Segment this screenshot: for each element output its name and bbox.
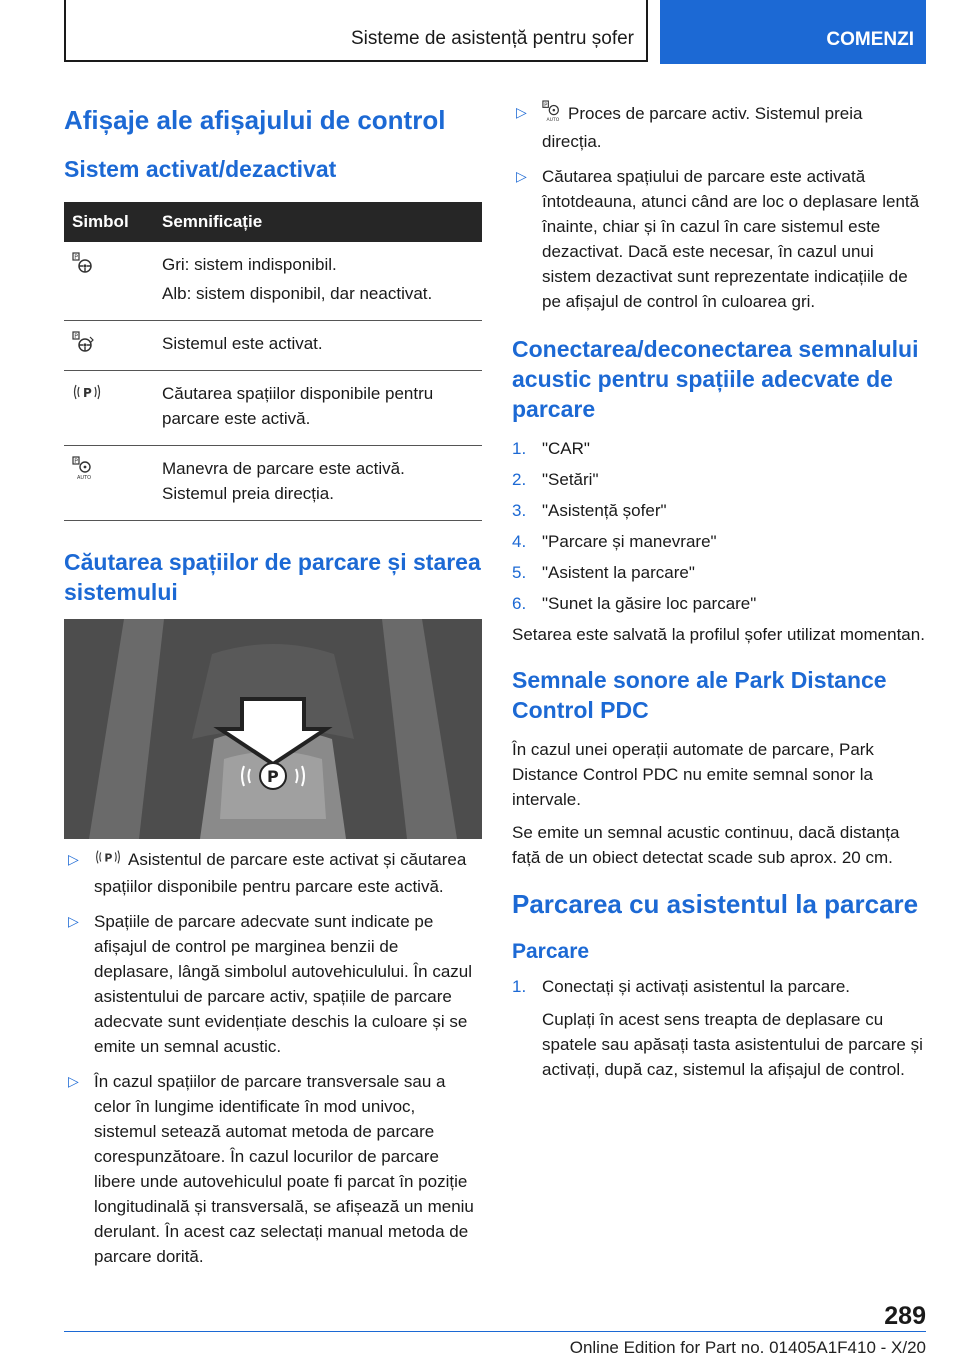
triangle-bullet-icon: ▷	[68, 1073, 79, 1090]
section-title: Sisteme de asistență pentru șofer	[64, 0, 648, 62]
parking-display-illustration	[64, 619, 482, 839]
parking-auto-icon	[542, 100, 562, 129]
table-row	[64, 371, 482, 446]
heading-parking: Parcare	[512, 940, 590, 963]
col-meaning-header: Semnificație	[154, 202, 482, 242]
triangle-bullet-icon: ▷	[68, 913, 79, 930]
pdc-paragraph: În cazul unei operații automate de parcare, Park Distance Control PDC nu emite semnal sonor la intervale.	[512, 740, 874, 809]
step-text: "Sunet la găsire loc parcare"	[542, 594, 757, 613]
svg-text:AUTO: AUTO	[546, 118, 560, 122]
page-header	[64, 0, 926, 64]
parking-steps	[512, 974, 926, 1082]
parking-space-search-icon	[72, 381, 102, 410]
heading-control-display: Afișaje ale afișajului de control	[64, 105, 446, 135]
triangle-bullet-icon: ▷	[516, 104, 527, 120]
bullet-text: Asistentul de parcare este activat și căutarea spațiilor disponibile pentru parcare este activă.	[94, 850, 467, 897]
heading-system-on-off: Sistem activat/dezactivat	[64, 156, 337, 182]
parking-assistant-icon	[72, 252, 94, 281]
list-item	[512, 974, 926, 1082]
chapter-tab[interactable]: COMENZI	[660, 0, 926, 64]
svg-text:P: P	[544, 102, 548, 109]
meaning-text: Căutarea spațiilor disponibile pentru parcare este activă.	[162, 384, 434, 428]
table-row	[64, 321, 482, 371]
step-text: "Asistență șofer"	[542, 501, 667, 520]
meaning-text: Sistemul este activat.	[162, 334, 323, 353]
page-number: 289	[884, 1302, 926, 1330]
col-symbol-header: Simbol	[64, 202, 154, 242]
bullet-text: Proces de parcare activ. Sistemul preia direcția.	[542, 103, 863, 151]
step-number: 6.	[512, 594, 527, 613]
edition-footer: Online Edition for Part no. 01405A1F410 - X/20	[569, 1338, 926, 1357]
process-bullet-list	[512, 100, 926, 314]
svg-text:P: P	[74, 254, 78, 261]
parking-assistant-active-icon	[72, 331, 96, 360]
step-number: 5.	[512, 563, 527, 582]
step-number: 3.	[512, 501, 527, 520]
list-item	[512, 498, 926, 523]
list-item	[512, 591, 926, 616]
triangle-bullet-icon: ▷	[68, 851, 79, 867]
step-number: 1.	[512, 977, 527, 996]
list-item	[512, 467, 926, 492]
table-row	[64, 242, 482, 321]
step-text: "Parcare și manevrare"	[542, 532, 717, 551]
step-detail: Cuplați în acest sens treapta de deplasare cu spatele sau apăsați tasta asistentului de parcare și activați, după caz, sistemul la afișajul de control.	[542, 1010, 923, 1079]
heading-acoustic-signal: Conectarea/deconectarea semnalului acustic pentru spațiile adecvate de parcare	[512, 336, 919, 422]
svg-text:AUTO: AUTO	[77, 475, 92, 480]
footer-divider	[64, 1331, 926, 1332]
settings-note: Setarea este salvată la profilul șofer utilizat momentan.	[512, 625, 925, 644]
step-text: "Asistent la parcare"	[542, 563, 695, 582]
heading-parking-search: Căutarea spațiilor de parcare și starea sistemului	[64, 549, 481, 605]
list-item	[512, 100, 926, 154]
heading-pdc-signals: Semnale sonore ale Park Distance Control PDC	[512, 667, 887, 723]
settings-steps	[512, 436, 926, 616]
meaning-text: Gri: sistem indisponibil.	[162, 255, 337, 274]
list-item	[512, 560, 926, 585]
right-column	[512, 100, 926, 1090]
svg-text:P: P	[267, 767, 279, 786]
meaning-text: Alb: sistem disponibil, dar neactivat.	[162, 284, 433, 303]
triangle-bullet-icon: ▷	[516, 168, 527, 184]
list-item	[64, 1069, 482, 1269]
parking-auto-icon	[72, 456, 94, 487]
symbol-table	[64, 202, 482, 521]
step-number: 2.	[512, 470, 527, 489]
svg-text:P: P	[83, 386, 92, 400]
list-item	[512, 529, 926, 554]
step-number: 4.	[512, 532, 527, 551]
bullet-text: Căutarea spațiului de parcare este activată întotdeauna, atunci când are loc o deplasare lentă înainte, chiar și în cazul în care sistemul este dezactivat. Dacă este necesar, în cazul unui sistem dezactivat sunt reprezentate indicațiile de pe afișajul de control în culoarea gri.	[542, 167, 920, 311]
table-row	[64, 446, 482, 521]
meaning-text: Manevra de parcare este activă. Sistemul preia direcția.	[162, 459, 405, 503]
step-text: "CAR"	[542, 439, 590, 458]
bullet-text: În cazul spațiilor de parcare transversale sau a celor în lungime identificate în mod univoc, sistemul setează automat metoda de parcare corespunzătoare. În cazul locurilor de parcare libere unde autovehiculul poate fi parcat în poziție longitudinală și transversală, se afișează un meniu derulant. În acest caz selectați manual metoda de parcare dorită.	[94, 1072, 474, 1267]
list-item	[64, 847, 482, 899]
pdc-paragraph: Se emite un semnal acustic continuu, dacă distanța față de un obiect detectat scade sub aprox. 20 cm.	[512, 823, 900, 867]
parking-space-search-icon	[94, 847, 122, 874]
bullet-text: Spațiile de parcare adecvate sunt indicate pe afișajul de control pe marginea benzii de deplasare, lângă simbolul autovehiculului. În cazul asistentului de parcare activ, spațiile de parcare adecvate sunt evidențiate deschis la culoare și se emite un semnal acustic.	[94, 912, 473, 1057]
svg-text:P: P	[104, 851, 113, 865]
step-number: 1.	[512, 439, 527, 458]
status-bullet-list	[64, 847, 482, 1269]
list-item	[512, 164, 926, 314]
list-item	[64, 909, 482, 1059]
svg-text:P: P	[74, 333, 78, 340]
heading-parking-with-assistant: Parcarea cu asistentul la parcare	[512, 889, 919, 919]
step-text: Conectați și activați asistentul la parcare.	[542, 977, 851, 996]
list-item	[512, 436, 926, 461]
step-text: "Setări"	[542, 470, 599, 489]
left-column	[64, 100, 482, 1279]
svg-text:P: P	[74, 458, 78, 465]
